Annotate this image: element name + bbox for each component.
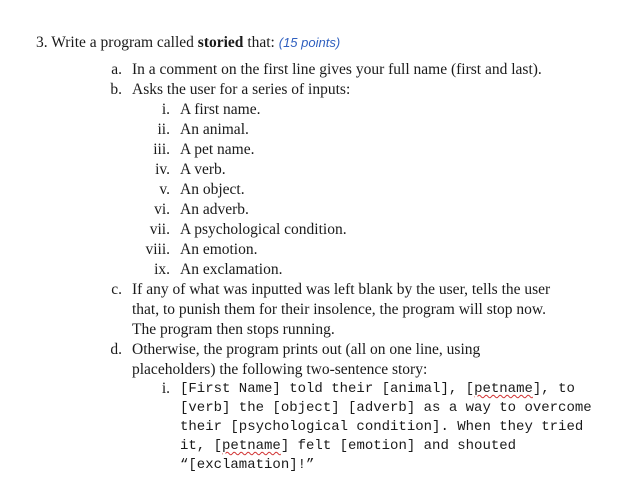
item-b-text: Asks the user for a series of inputs:	[132, 81, 351, 98]
subitem-text: A first name.	[180, 101, 261, 118]
item-a-text: In a comment on the first line gives your full name (first and last).	[132, 61, 542, 78]
subitem-text: An animal.	[180, 121, 249, 138]
question-suffix: that:	[243, 34, 279, 51]
subitem-text: An adverb.	[180, 201, 249, 218]
story-line-4-part-a: it, [	[180, 438, 223, 454]
points-label: (15 points)	[278, 35, 341, 50]
subitem-marker: ii.	[157, 121, 170, 138]
subitem-marker: viii.	[145, 241, 170, 258]
subitem-marker: vii.	[149, 221, 170, 238]
item-c-line: If any of what was inputted was left blank by the user, tells the user	[132, 281, 551, 298]
item-d-line: Otherwise, the program prints out (all on one line, using	[132, 341, 481, 358]
item-c-marker: c.	[111, 281, 122, 298]
item-d-line: placeholders) the following two-sentence story:	[132, 361, 428, 378]
subitem-marker: vi.	[154, 201, 170, 218]
subitem-text: An exclamation.	[180, 261, 283, 278]
story-line-1-part-c: ], to	[532, 381, 575, 397]
item-c-line: that, to punish them for their insolence, the program will stop now.	[132, 301, 546, 318]
subitem-text: A pet name.	[180, 141, 255, 158]
item-d-marker: d.	[110, 341, 122, 358]
story-placeholder-petname: petname	[474, 381, 533, 397]
item-c-line: The program then stops running.	[132, 321, 335, 338]
subitem-text: A verb.	[180, 161, 226, 178]
subitem-text: A psychological condition.	[180, 221, 347, 238]
story-placeholder-petname: petname	[222, 438, 281, 454]
subitem-marker: iii.	[153, 141, 170, 158]
subitem-marker: iv.	[155, 161, 170, 178]
question-prefix: Write a program called	[51, 34, 198, 51]
item-b-marker: b.	[110, 81, 122, 98]
item-a-marker: a.	[111, 61, 122, 78]
subitem-text: An emotion.	[180, 241, 258, 258]
story-line-3: their [psychological condition]. When they tried	[180, 419, 584, 435]
program-name: storied	[197, 34, 244, 51]
story-line-1-part-a: [First Name] told their [animal], [	[180, 381, 475, 397]
story-line-1	[180, 379, 575, 399]
story-line-5: “[exclamation]!”	[180, 457, 315, 473]
subitem-text: An object.	[180, 181, 245, 198]
subitem-marker: i.	[161, 101, 170, 118]
story-line-4	[180, 436, 516, 456]
subitem-marker: v.	[159, 181, 170, 198]
subitem-marker: ix.	[154, 261, 170, 278]
story-line-4-part-c: ] felt [emotion] and shouted	[280, 438, 517, 454]
question-number: 3.	[36, 34, 48, 51]
question-header	[36, 33, 340, 53]
story-line-2: [verb] the [object] [adverb] as a way to overcome	[180, 400, 592, 416]
story-marker: i.	[161, 380, 170, 397]
